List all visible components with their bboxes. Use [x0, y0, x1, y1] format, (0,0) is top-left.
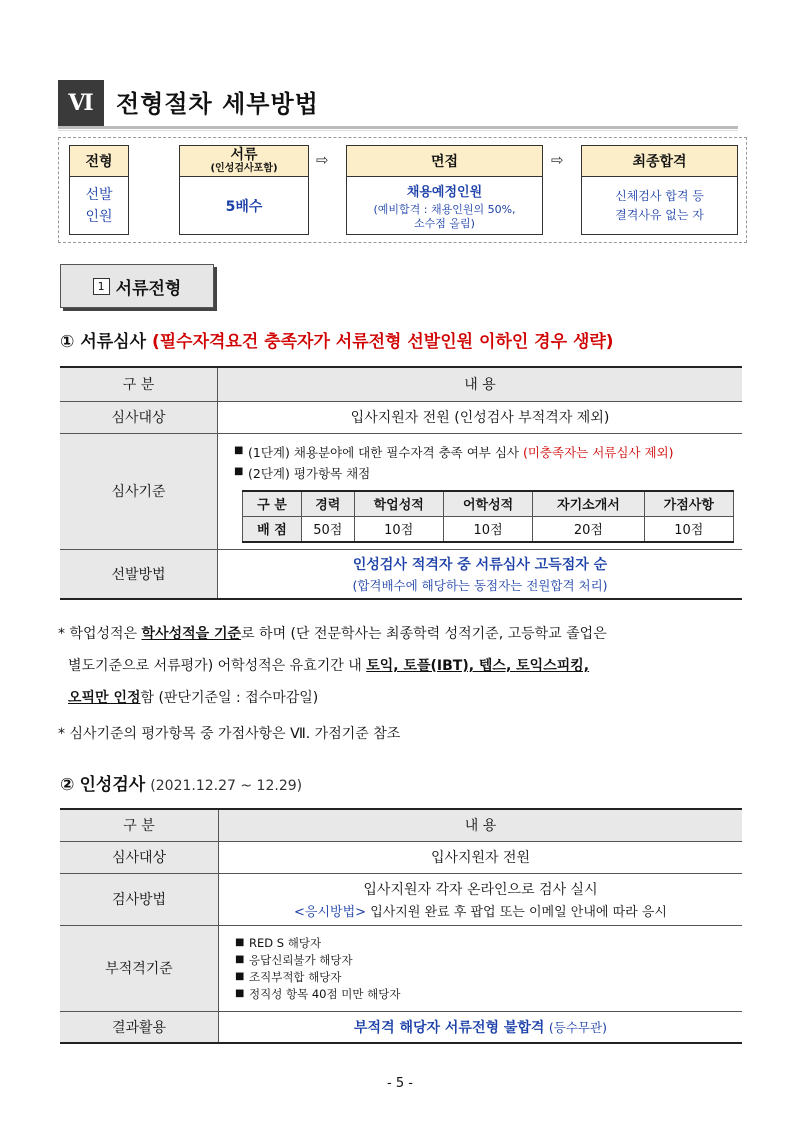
note-1-part-f: 오픽만 인정 [68, 690, 141, 706]
table2-header-category: 구 분 [60, 809, 219, 841]
flow-step-interview-sub1: (예비합격 : 채용인원의 50%, [373, 202, 516, 216]
item2-title: 인성검사 [79, 775, 146, 795]
score-header-language: 어학성적 [443, 491, 532, 517]
personality-test-table [60, 808, 742, 1044]
item1-heading [60, 327, 614, 352]
unfit-item: ■ RED S 해당자 [235, 935, 322, 950]
flow-step-documents-body: 5배수 [225, 198, 263, 215]
unfit-item: ■ 조직부적합 해당자 [235, 969, 342, 984]
score-header-category: 구 분 [243, 491, 302, 517]
table2-unfit-list [219, 925, 743, 1011]
score-header-career: 경력 [302, 491, 355, 517]
note-1-part-c: 로 하며 (단 전문학사는 최종학력 성적기준, 고등학교 졸업은 [241, 626, 607, 642]
flow-step-interview-head: 면접 [347, 146, 542, 177]
section-title: 전형절차 세부방법 [116, 90, 319, 118]
flow-step-final-head: 최종합격 [582, 146, 737, 177]
note-1 [58, 618, 748, 650]
flow-label-head: 전형 [70, 146, 128, 177]
bullet-square-icon: ■ [234, 465, 244, 477]
item1-number: ① [60, 332, 75, 352]
item1-title: 서류심사 [80, 332, 147, 352]
table1-target-value: 입사지원자 전원 (인성검사 부적격자 제외) [218, 401, 743, 433]
note-1-line2 [58, 650, 748, 682]
table2-result-sub: (등수무관) [548, 1019, 607, 1035]
note-1-part-d: 별도기준으로 서류평가) 어학성적은 유효기간 내 [68, 658, 367, 674]
table1-header-content: 내 용 [218, 367, 743, 401]
flow-step-interview-main: 채용예정인원 [406, 184, 483, 200]
flow-label-body-1: 선발 [85, 186, 113, 203]
note-1-part-b: 학사성적을 기준 [141, 626, 242, 642]
table2-target-label: 심사대상 [60, 841, 219, 873]
note-2: * 심사기준의 평가항목 중 가점사항은 Ⅶ. 가점기준 참조 [58, 726, 401, 742]
table1-method-sub: (합격배수에 해당하는 동점자는 전원합격 처리) [352, 577, 608, 593]
table1-method-content [218, 549, 743, 599]
flow-label-body-2: 인원 [85, 208, 113, 225]
table2-header-content: 내 용 [219, 809, 743, 841]
table2-unfit-label: 부적격기준 [60, 925, 219, 1011]
table2-target-value: 입사지원자 전원 [219, 841, 743, 873]
score-essay: 20점 [533, 516, 644, 542]
bullet-square-icon: ■ [235, 987, 245, 999]
table2-method-label: 검사방법 [60, 873, 219, 925]
criteria-step2-text: (2단계) 평가항목 채점 [248, 465, 371, 481]
subsection-number-box: 1 [93, 278, 110, 295]
item1-note: (필수자격요건 충족자가 서류전형 선발인원 이하인 경우 생략) [151, 332, 614, 352]
score-row-label: 배 점 [243, 516, 302, 542]
flow-step-final [581, 145, 738, 235]
criteria-step1 [234, 443, 734, 461]
table2-method-line2: 입사지원 완료 후 팝업 또는 이메일 안내에 따라 응시 [370, 904, 667, 920]
section-divider [58, 126, 738, 129]
item2-date: (2021.12.27 ~ 12.29) [150, 778, 303, 794]
selection-flow [58, 137, 747, 243]
criteria-step2 [234, 464, 734, 482]
item2-number: ② [60, 775, 75, 795]
flow-step-documents-head: 서류 [230, 146, 258, 163]
flow-label-column [69, 145, 129, 235]
bullet-square-icon: ■ [235, 970, 245, 982]
table2-result-content [219, 1011, 743, 1043]
table1-criteria-label: 심사기준 [60, 433, 218, 549]
bullet-square-icon: ■ [235, 953, 245, 965]
flow-step-final-body-1: 신체검사 합격 등 [615, 188, 704, 203]
table2-method-tag: <응시방법> [294, 904, 367, 920]
table1-criteria-content [218, 433, 743, 549]
flow-step-documents-subhead: (인성검사포함) [210, 162, 278, 174]
score-academic: 10점 [354, 516, 443, 542]
criteria-step1-note: (미충족자는 서류심사 제외) [522, 444, 674, 460]
table1-target-label: 심사대상 [60, 401, 218, 433]
table1-method-label: 선발방법 [60, 549, 218, 599]
score-header-academic: 학업성적 [354, 491, 443, 517]
unfit-item: ■ 응답신뢰불가 해당자 [235, 952, 353, 967]
score-career: 50점 [302, 516, 355, 542]
table2-result-main: 부적격 해당자 서류전형 불합격 [354, 1019, 545, 1036]
flow-step-documents [179, 145, 309, 235]
note-1-part-e: 토익, 토플(IBT), 텝스, 토익스피킹, [366, 658, 590, 674]
page-number: - 5 - [387, 1076, 413, 1091]
score-language: 10점 [443, 516, 532, 542]
score-header-bonus: 가점사항 [644, 491, 733, 517]
bullet-square-icon: ■ [234, 444, 244, 456]
note-1-part-a: * 학업성적은 [58, 626, 142, 642]
subsection-title [60, 264, 214, 308]
subsection-title-text: 서류전형 [115, 278, 182, 299]
bullet-square-icon: ■ [235, 936, 245, 948]
flow-step-interview [346, 145, 543, 235]
table1-header-category: 구 분 [60, 367, 218, 401]
flow-arrow-icon: ⇨ [551, 151, 564, 169]
document-review-table [60, 366, 742, 600]
table2-method-line1: 입사지원자 각자 온라인으로 검사 실시 [363, 881, 598, 898]
flow-step-final-body-2: 결격사유 없는 자 [615, 207, 704, 222]
note-1-line3 [58, 682, 748, 714]
table2-method-content [219, 873, 743, 925]
item2-heading [60, 770, 302, 795]
table1-method-main: 인성검사 적격자 중 서류심사 고득점자 순 [352, 556, 608, 573]
score-header-essay: 자기소개서 [533, 491, 644, 517]
note-1-part-g: 함 (판단기준일 : 접수마감일) [140, 690, 319, 706]
notes-block [58, 618, 748, 750]
section-number-badge: Ⅵ [58, 80, 104, 126]
score-bonus: 10점 [644, 516, 733, 542]
unfit-item: ■ 정직성 항목 40점 미만 해당자 [235, 986, 401, 1001]
table2-result-label: 결과활용 [60, 1011, 219, 1043]
criteria-step1-text: (1단계) 채용분야에 대한 필수자격 충족 여부 심사 [248, 444, 519, 460]
flow-step-interview-sub2: 소수점 올림) [414, 216, 475, 230]
score-table [242, 490, 734, 543]
section-divider-thin [58, 130, 738, 131]
flow-arrow-icon: ⇨ [316, 151, 329, 169]
